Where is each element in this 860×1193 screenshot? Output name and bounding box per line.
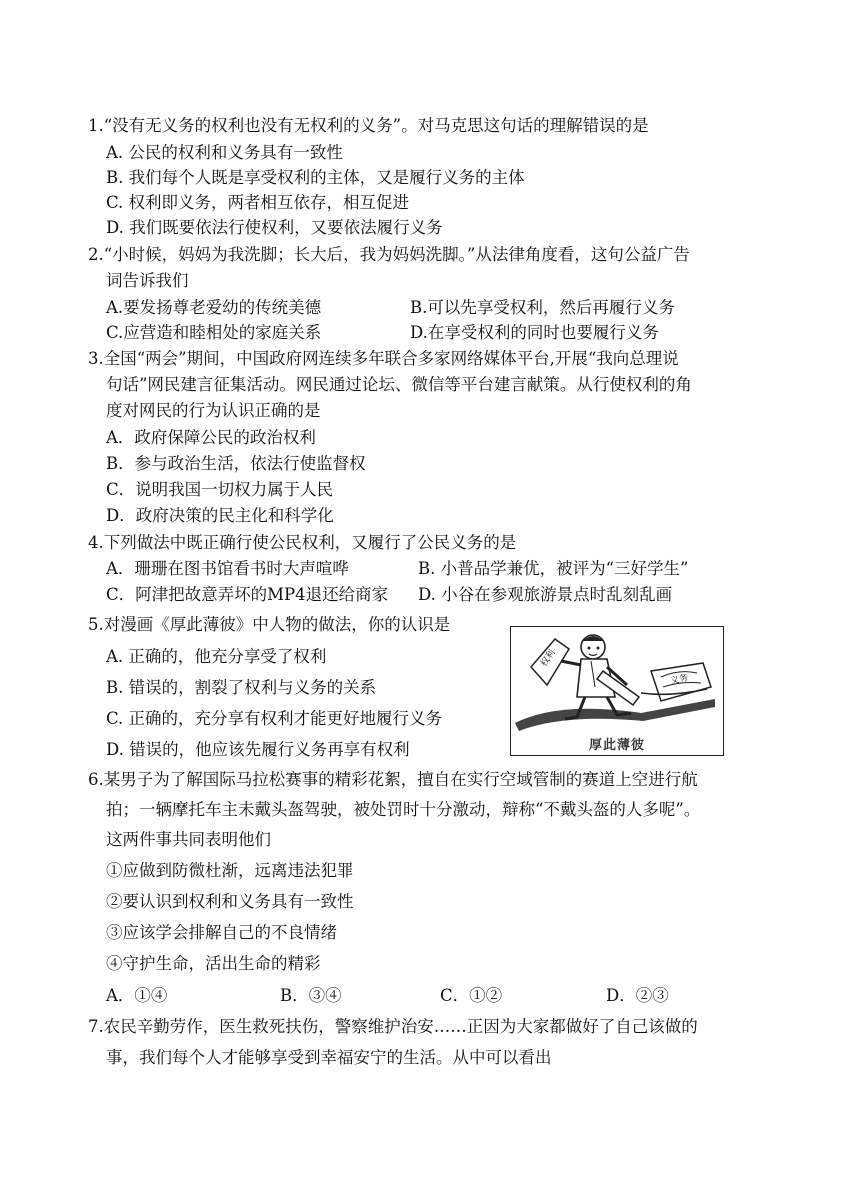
q6-statement-1: ①应做到防微杜渐，远离违法犯罪 [106,861,354,880]
q1-option-b: B. 我们每个人既是享受权利的主体，又是履行义务的主体 [106,168,525,187]
question-text: 全国“两会”期间，中国政府网连续多年联合多家网络媒体平台,开展“我向总理说 [103,349,679,368]
q2-option-b: B.可以先享受权利，然后再履行义务 [410,298,675,317]
cartoon-image [510,626,724,756]
q4-option-d: D. 小谷在参观旅游景点时乱刻乱画 [418,585,673,604]
q6-option-d: D．②③ [606,986,669,1005]
question-3-stem-line3: 度对网民的行为认识正确的是 [106,401,321,420]
question-6-stem-line1 [88,769,698,791]
question-number: 1. [88,116,104,135]
question-text: 农民辛勤劳作，医生救死扶伤，警察维护治安……正因为大家都做好了自己该做的 [103,1017,698,1036]
q6-option-a: A．①④ [106,986,168,1005]
q5-option-c: C. 正确的，充分享有权利才能更好地履行义务 [106,709,443,728]
q2-option-a: A.要发扬尊老爱幼的传统美德 [106,298,322,317]
question-number: 5. [88,615,104,634]
comic-label-duty: 义务 [669,673,690,687]
q3-option-c: C．说明我国一切权力属于人民 [106,480,334,499]
q6-option-c: C．①② [440,986,503,1005]
q3-option-b: B．参与政治生活，依法行使监督权 [106,454,366,473]
question-6-stem-line3: 这两件事共同表明他们 [106,830,271,849]
q5-option-d: D. 错误的，他应该先履行义务再享有权利 [106,740,410,759]
q4-option-b: B. 小普品学兼优，被评为“三好学生” [418,559,689,578]
question-2-stem-line2: 词告诉我们 [106,271,189,290]
question-2-stem-line1 [88,244,690,266]
question-number: 4. [88,533,104,552]
question-3-stem-line2: 句话”网民建言征集活动。网民通过论坛、微信等平台建言献策。从行使权利的角 [106,375,692,394]
question-text: 对漫画《厚此薄彼》中人物的做法，你的认识是 [103,615,451,634]
q3-option-a: A．政府保障公民的政治权利 [106,428,316,447]
cartoon-drawing [511,627,723,737]
question-number: 7. [88,1017,104,1036]
question-4-stem [88,532,516,554]
question-7-stem-line1 [88,1016,698,1038]
q1-option-c: C. 权利即义务，两者相互依存，相互促进 [106,193,410,212]
question-text: “没有无义务的权利也没有无权利的义务”。对马克思这句话的理解错误的是 [103,116,649,135]
question-text: 某男子为了解国际马拉松赛事的精彩花絮，擅自在实行空域管制的赛道上空进行航 [103,770,698,789]
question-number: 3. [88,349,104,368]
q4-option-c: C．阿津把故意弄坏的MP4退还给商家 [106,585,389,604]
question-7-stem-line2: 事，我们每个人才能够享受到幸福安宁的生活。从中可以看出 [106,1048,552,1067]
question-6-stem-line2: 拍；一辆摩托车主未戴头盔驾驶，被处罚时十分激动，辩称“不戴头盔的人多呢”。 [106,800,701,819]
q5-option-b: B. 错误的，割裂了权利与义务的关系 [106,678,377,697]
q3-option-d: D．政府决策的民主化和科学化 [106,506,334,525]
question-text: 下列做法中既正确行使公民权利，又履行了公民义务的是 [103,533,517,552]
comic-caption: 厚此薄彼 [588,738,645,753]
q2-option-c: C.应营造和睦相处的家庭关系 [106,323,322,342]
q1-option-a: A. 公民的权利和义务具有一致性 [106,143,343,162]
question-text: “小时候，妈妈为我洗脚；长大后，我为妈妈洗脚。”从法律角度看，这句公益广告 [103,245,690,264]
q6-statement-3: ③应该学会排解自己的不良情绪 [106,923,337,942]
q1-option-d: D. 我们既要依法行使权利，又要依法履行义务 [106,218,443,237]
question-1-stem [88,115,649,137]
q6-statement-4: ④守护生命，活出生命的精彩 [106,954,321,973]
comic-label-rights: 权利 [539,648,558,669]
q6-option-b: B．③④ [280,986,342,1005]
q4-option-a: A．珊珊在图书馆看书时大声喧哗 [106,559,349,578]
q5-option-a: A. 正确的，他充分享受了权利 [106,647,327,666]
question-3-stem-line1 [88,348,679,370]
question-number: 6. [88,770,104,789]
question-5-stem [88,614,450,636]
q6-statement-2: ②要认识到权利和义务具有一致性 [106,892,354,911]
q2-option-d: D.在享受权利的同时也要履行义务 [410,323,659,342]
question-number: 2. [88,245,104,264]
